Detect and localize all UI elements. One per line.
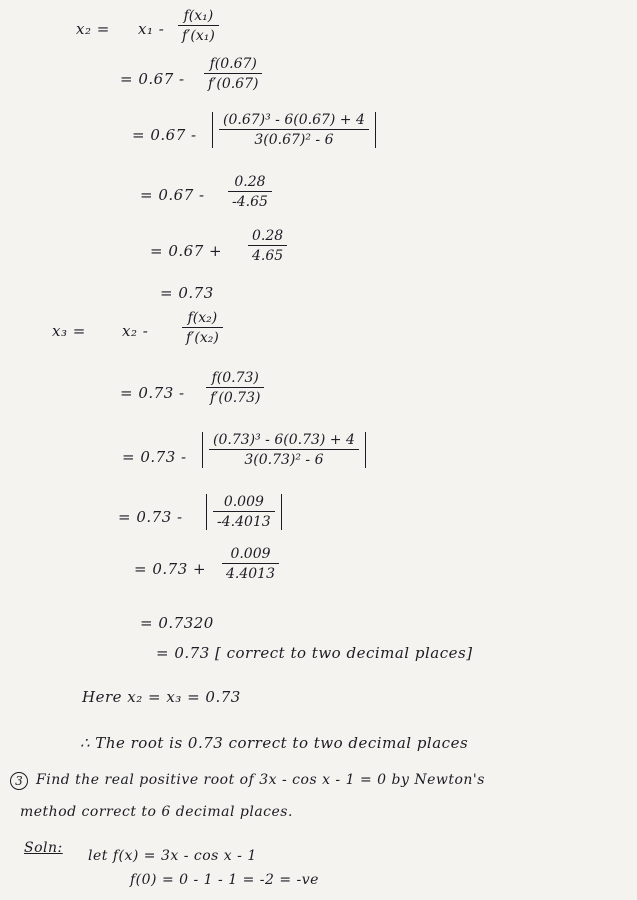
x3-line-2: = 0.73 -: [120, 384, 185, 402]
question-number-circle: 3: [10, 772, 28, 790]
fraction-denominator: -4.65: [232, 194, 268, 210]
x2-expanded-fraction: [212, 112, 376, 148]
x3-lhs: x₃ =: [52, 322, 86, 340]
x2-substitution-fraction: [204, 56, 262, 92]
fraction-bar: [228, 191, 272, 192]
fraction-numerator: 0.28: [252, 228, 284, 244]
fraction-bar: [204, 73, 262, 74]
x2-term: x₁ -: [138, 20, 165, 38]
question-line-1: Find the real positive root of 3x - cos x - 1 = 0 by Newton's: [36, 772, 485, 788]
x2-formula-fraction: [178, 8, 219, 44]
fraction-numerator: (0.73)³ - 6(0.73) + 4: [213, 432, 355, 448]
x2-lhs: x₂ =: [76, 20, 110, 38]
fraction-numerator: f(0.73): [211, 370, 259, 386]
fraction-denominator: 4.65: [252, 248, 284, 264]
fraction-denominator: 3(0.73)² - 6: [244, 452, 324, 468]
x3-result: = 0.7320: [140, 614, 214, 632]
x2-numeric-fraction: [228, 174, 272, 210]
x3-line-3: = 0.73 -: [122, 448, 187, 466]
x3-expanded-fraction: [202, 432, 366, 468]
x2-line-4: = 0.67 -: [140, 186, 205, 204]
fraction-numerator: f(x₂): [187, 310, 218, 326]
fraction-denominator: 3(0.67)² - 6: [254, 132, 334, 148]
x3-formula-fraction: [182, 310, 223, 346]
x3-term: x₂ -: [122, 322, 149, 340]
fraction-bar: [213, 511, 275, 512]
fraction-denominator: -4.4013: [217, 514, 271, 530]
solution-label: Soln:: [24, 840, 63, 856]
equality-statement: Here x₂ = x₃ = 0.73: [82, 688, 241, 706]
fraction-bar: [182, 327, 223, 328]
fraction-numerator: (0.67)³ - 6(0.67) + 4: [223, 112, 365, 128]
fraction-bar: [222, 563, 279, 564]
fraction-denominator: f′(0.73): [210, 390, 261, 406]
fraction-numerator: 0.009: [223, 494, 264, 510]
x3-numeric-fraction: [206, 494, 282, 530]
x2-result: = 0.73: [160, 284, 214, 302]
question-line-2: method correct to 6 decimal places.: [20, 804, 293, 820]
x3-substitution-fraction: [206, 370, 264, 406]
fraction-denominator: 4.4013: [226, 566, 275, 582]
conclusion-statement: ∴ The root is 0.73 correct to two decimal places: [80, 734, 469, 752]
x3-rounded-result: = 0.73 [ correct to two decimal places]: [156, 644, 473, 662]
fraction-bar: [209, 449, 359, 450]
fraction-bar: [248, 245, 287, 246]
fraction-bar: [178, 25, 219, 26]
x3-positive-fraction: [222, 546, 279, 582]
fraction-denominator: f′(0.67): [208, 76, 259, 92]
fraction-numerator: f(0.67): [209, 56, 257, 72]
x3-line-4: = 0.73 -: [118, 508, 183, 526]
function-definition: let f(x) = 3x - cos x - 1: [88, 848, 257, 864]
x2-line-2: = 0.67 -: [120, 70, 185, 88]
x2-line-5: = 0.67 +: [150, 242, 223, 260]
fraction-bar: [206, 387, 264, 388]
fraction-numerator: f(x₁): [183, 8, 214, 24]
fraction-numerator: 0.28: [234, 174, 266, 190]
fraction-denominator: f′(x₁): [182, 28, 215, 44]
x3-line-5: = 0.73 +: [134, 560, 207, 578]
x2-positive-fraction: [248, 228, 287, 264]
f0-evaluation: f(0) = 0 - 1 - 1 = -2 = -ve: [130, 872, 319, 888]
fraction-denominator: f′(x₂): [186, 330, 219, 346]
x2-line-3: = 0.67 -: [132, 126, 197, 144]
fraction-bar: [219, 129, 369, 130]
fraction-numerator: 0.009: [230, 546, 271, 562]
